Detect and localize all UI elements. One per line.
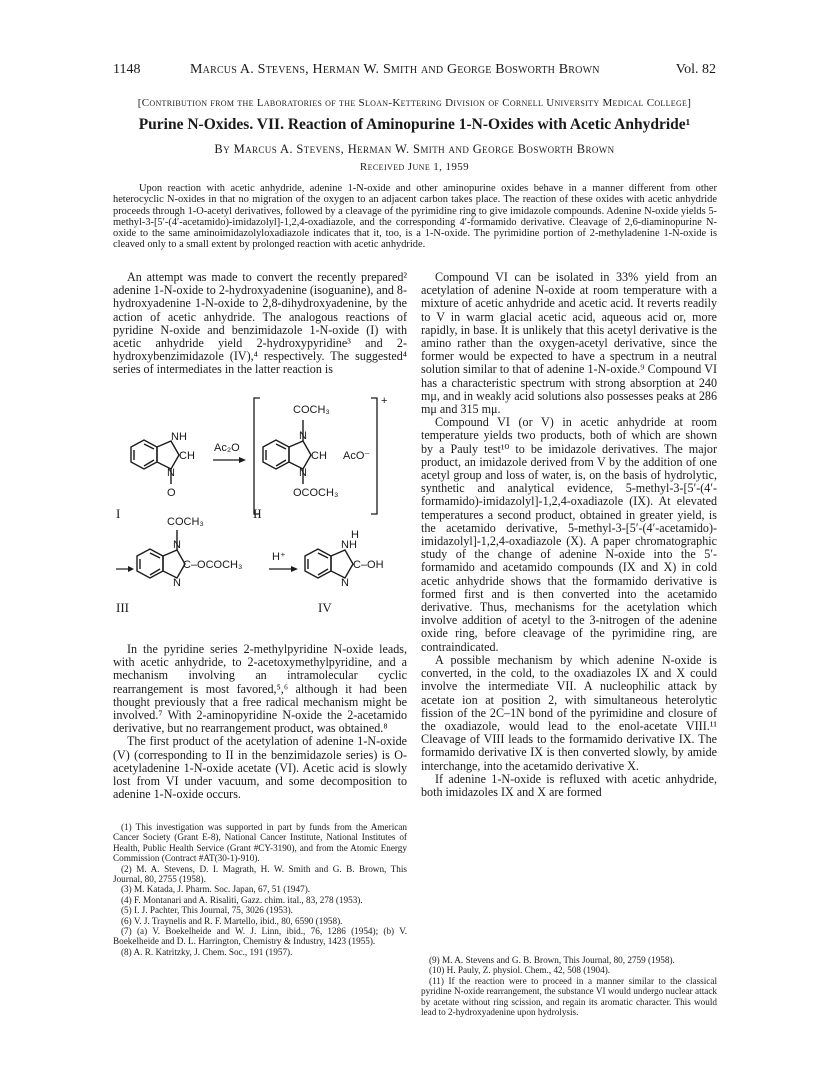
scheme-nh-I: NH bbox=[171, 431, 187, 443]
scheme-arrow-1-head bbox=[239, 457, 246, 463]
scheme-ch-II: CH bbox=[311, 450, 327, 462]
scheme-h-IV: H bbox=[351, 529, 359, 541]
scheme-label-III: III bbox=[116, 600, 129, 615]
footnote: (10) H. Pauly, Z. physiol. Chem., 42, 508 (1904). bbox=[429, 965, 611, 976]
scheme-label-II: II bbox=[253, 506, 262, 521]
scheme-n-II-bottom: N bbox=[299, 467, 307, 479]
paragraph: A possible mechanism by which adenine N-oxide is converted, in the cold, to the oxadiazoles IX and X could involve the intermediate VII. A nucleophilic attack by acetate ion at position 2, with simultaneous heterolytic fission of the 2C–1N bond of the pyrimidine and closure of the oxadiazole, would lead to the enol-acetate VIII.¹¹ Cleavage of VIII leads to the formamido derivative IX. The formamido derivative IX is then converted slowly, by amide interchange, into the acetamido derivative X. bbox=[421, 652, 717, 773]
scheme-label-IV: IV bbox=[318, 600, 332, 615]
scheme-reagent-ac2o: Ac₂O bbox=[214, 442, 240, 454]
scheme-coch3-II: COCH₃ bbox=[293, 404, 330, 416]
footnote: (5) I. J. Pachter, This Journal, 75, 3026 (1953). bbox=[121, 905, 293, 916]
byline: By Marcus A. Stevens, Herman W. Smith and George Bosworth Brown bbox=[214, 142, 615, 156]
right-column bbox=[421, 271, 717, 799]
paragraph: Compound VI (or V) in acetic anhydride at room temperature yields two products, both of which are shown by a Pauly test¹⁰ to be imidazole derivatives. The major product, an imidazole derived from V by the addition of one acetyl group and loss of water, is, on the basis of hydrolytic, synthetic and analytical evidence, 5-methyl-3-[5′-(4′-formamido)-imidazolyl]-1,2,4-oxadiazole (IX). At elevated temperatures a second product, obtained in greater yield, is the acetamido derivative, 5-methyl-3-[5′-(4′-acetamido)-imidazolyl]-1,2,4-oxadiazole (X). A paper chromatographic study of the change of adenine N-oxide into the 5′-formamido and acetamido compounds (IX and X) in cold acetic anhydride shows that the formamido derivative is formed first and is then converted into the acetamido derivative. Thus, mechanisms for the acetylation which involve addition of acetyl to the 3-nitrogen of the adenine oxide ring, before cleavage of the pyrimidine ring, are contraindicated. bbox=[421, 415, 717, 654]
footnote: (9) M. A. Stevens and G. B. Brown, This Journal, 80, 2759 (1958). bbox=[429, 955, 675, 965]
paragraph: An attempt was made to convert the recently prepared² adenine 1-N-oxide to 2-hydroxyadenine (isoguanine), and 8-hydroxyadenine 1-N-oxide to 2,8-dihydroxyadenine, by the action of acetic anhydride. The analogous reactions of pyridine N-oxide and benzimidazole 1-N-oxide (I) with acetic anhydride yield 2-hydroxypyridine³ and 2-hydroxybenzimidazole (IV),⁴ respectively. The suggested⁴ series of intermediates in the latter reaction is bbox=[113, 270, 407, 377]
scheme-arrow-2-head bbox=[128, 566, 134, 572]
scheme-ch-I: CH bbox=[179, 450, 195, 462]
scheme-reagent-h: H⁺ bbox=[272, 551, 286, 563]
footnote: (6) V. J. Traynelis and R. F. Martello, ibid., 80, 6590 (1958). bbox=[121, 915, 343, 926]
footnote: (8) A. R. Katritzky, J. Chem. Soc., 191 (1957). bbox=[121, 946, 293, 957]
scheme-n-IV: N bbox=[341, 577, 349, 589]
scheme-coch3-III: COCH₃ bbox=[167, 516, 204, 528]
volume-number: Vol. 82 bbox=[675, 62, 716, 77]
running-head-authors: Marcus A. Stevens, Herman W. Smith and George Bosworth Brown bbox=[190, 62, 600, 77]
scheme-arrow-3-head bbox=[291, 566, 298, 572]
scheme-o-I: O bbox=[167, 487, 176, 499]
structure-III bbox=[137, 530, 185, 578]
reaction-scheme bbox=[113, 368, 413, 628]
paragraph: The first product of the acetylation of adenine 1-N-oxide (V) (corresponding to II in the benzimidazole series) is O-acetyladenine 1-N-oxide acetate (VI). Acetic acid is slowly lost from VI under vacuum, and some decomposition to adenine 1-N-oxide occurs. bbox=[113, 734, 407, 802]
scheme-n-III-bottom: N bbox=[173, 577, 181, 589]
left-column-bottom bbox=[113, 643, 407, 801]
scheme-n-III-top: N bbox=[173, 539, 181, 551]
scheme-plus-charge: + bbox=[381, 395, 388, 407]
footnote: (2) M. A. Stevens, D. I. Magrath, H. W. Smith and G. B. Brown, This Journal, 80, 2755 (1958). bbox=[113, 863, 407, 885]
abstract: Upon reaction with acetic anhydride, adenine 1-N-oxide and other aminopurine oxides behave in a manner different from other heterocyclic N-oxides in that no migration of the oxygen to an adjacent carbon takes place. The reaction of these oxides with acetic anhydride proceeds through 1-O-acetyl derivatives, followed by a cleavage of the pyrimidine ring to give imidazole compounds. Adenine N-oxide yields 5-methyl-3-[5′-(4′-acetamido)-imidazolyl]-1,2,4-oxadiazole, and the corresponding 4′-formamido derivative. Cleavage of 2,6-diaminopurine N-oxide to the same aminoimidazolyloxadiazole indicates that it, too, is a 1-N-oxide. The pyrimidine portion of 2-methyladenine 1-N-oxide is cleaved only to a small extent by prolonged reaction with acetic anhydride. bbox=[113, 183, 717, 251]
scheme-counter-ion: AcO⁻ bbox=[343, 450, 371, 462]
paragraph: If adenine 1-N-oxide is refluxed with acetic anhydride, both imidazoles IX and X are formed bbox=[421, 771, 717, 799]
footnote: (11) If the reaction were to proceed in a manner similar to the classical pyridine N-oxide rearrangement, the substance VI would undergo nuclear attack by acetate without ring scission, and regain its aromatic character. This would lead to 2-hydroxyadenine upon hydrolysis. bbox=[421, 975, 717, 1018]
footnotes-right bbox=[421, 955, 717, 1017]
paragraph: Compound VI can be isolated in 33% yield from an acetylation of adenine N-oxide at room temperature with a mixture of acetic anhydride and acetic acid. It reverts readily to V in warm glacial acetic acid, aqueous acid or, more rapidly, in base. It is unlikely that this acetyl derivative is the amino rather than the oxygen-acetyl derivative, since the former would be expected to have a spectrum in a neutral solution similar to that of adenine 1-N-oxide.⁹ Compound VI has a characteristic spectrum with strong absorption at 240 mμ, and in weakly acid solutions also possesses peaks at 286 mμ and 315 mμ. bbox=[421, 270, 717, 417]
page-number: 1148 bbox=[113, 62, 141, 77]
footnote: (3) M. Katada, J. Pharm. Soc. Japan, 67, 51 (1947). bbox=[121, 884, 311, 895]
scheme-ococh3-II: OCOCH₃ bbox=[293, 487, 339, 499]
footnote: (7) (a) V. Boekelheide and W. J. Linn, ibid., 76, 1286 (1954); (b) V. Boekelheide and D. L. Harrington, Chemistry & Industry, 1423 (1955). bbox=[113, 926, 407, 947]
footnotes-left bbox=[113, 822, 407, 957]
scheme-n-I: N bbox=[167, 467, 175, 479]
left-column-top bbox=[113, 271, 407, 377]
scheme-bracket-left bbox=[254, 398, 260, 514]
scheme-c-ococh3: C–OCOCH₃ bbox=[183, 559, 243, 571]
scheme-nh-IV: NH bbox=[341, 539, 357, 551]
article-title: Purine N-Oxides. VII. Reaction of Aminopurine 1-N-Oxides with Acetic Anhydride¹ bbox=[138, 116, 691, 133]
scheme-bracket-right bbox=[371, 398, 377, 514]
scheme-label-I: I bbox=[116, 506, 121, 521]
paragraph: In the pyridine series 2-methylpyridine N-oxide leads, with acetic anhydride, to 2-acetoxymethylpyridine, and a mechanism involving an intramolecular cyclic rearrangement is most favored,⁵,⁶ although it had been thought previously that a free radical mechanism might be involved.⁷ With 2-aminopyridine N-oxide the 2-acetamido derivative, but no rearrangement product, was obtained.⁸ bbox=[113, 642, 407, 736]
footnote: (1) This investigation was supported in part by funds from the American Cancer Society (Grant E-8), National Cancer Institute, National Institutes of Health, Public Health Service (Grant #CY-3190), and from the Atomic Energy Commission (Contract #AT(30-1)-910). bbox=[113, 822, 407, 864]
footnote: (4) F. Montanari and A. Risaliti, Gazz. chim. ital., 83, 278 (1953). bbox=[121, 894, 363, 905]
contribution-line: [Contribution from the Laboratories of the Sloan-Kettering Division of Cornell University Medical College] bbox=[137, 97, 692, 109]
received-date: Received June 1, 1959 bbox=[359, 161, 470, 173]
scheme-c-oh: C–OH bbox=[353, 559, 384, 571]
scheme-n-II-top: N bbox=[299, 430, 307, 442]
structure-IV bbox=[305, 549, 353, 578]
